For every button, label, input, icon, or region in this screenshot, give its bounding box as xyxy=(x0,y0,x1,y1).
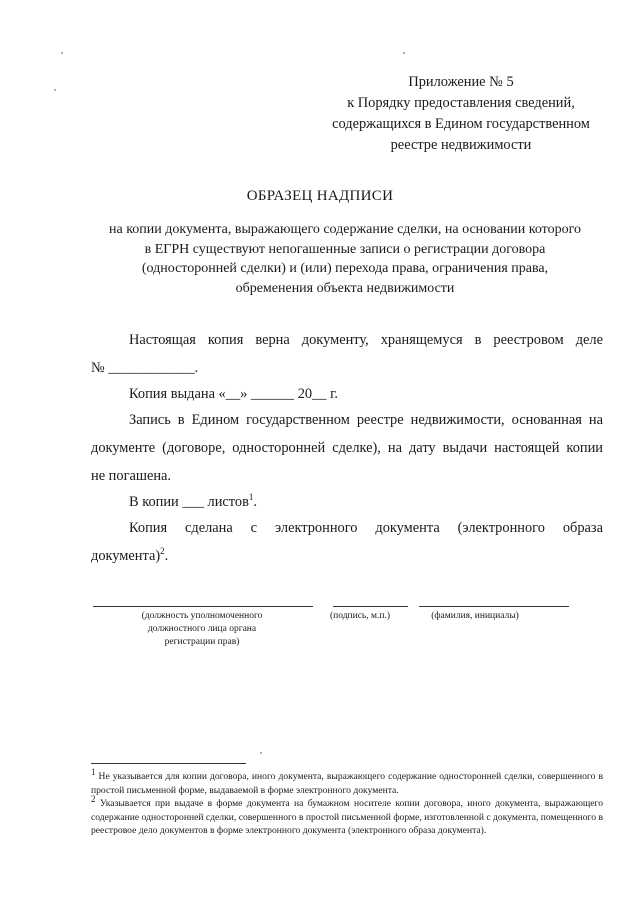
appendix-header xyxy=(330,72,592,156)
electronic-end: . xyxy=(164,548,169,564)
sheets-end: . xyxy=(253,494,258,510)
footnote-2 xyxy=(91,793,603,838)
scan-speck xyxy=(403,52,405,54)
registry-case-number: № ____________. xyxy=(91,360,199,376)
name-caption: (фамилия, инициалы) xyxy=(431,611,519,621)
sheets-text: В копии ___ листов xyxy=(129,494,249,510)
footnote-ref: 1 xyxy=(248,492,254,503)
appendix-line: реестре недвижимости xyxy=(390,137,532,153)
paragraph-record-line2: документе (договоре, односторонней сделке), на дату выдачи настоящей копии xyxy=(91,440,603,456)
subtitle-line: (односторонней сделки) и (или) перехода права, ограничения права, xyxy=(141,261,549,276)
subtitle-line: на копии документа, выражающего содержание сделки, на основании которого xyxy=(108,222,582,237)
subtitle-line: в ЕГРН существуют непогашенные записи о регистрации договора xyxy=(144,241,546,257)
footnote-1 xyxy=(91,766,603,797)
paragraph-electronic-line2 xyxy=(91,542,603,570)
paragraph-sheets xyxy=(91,488,603,516)
paragraph-record-line1: Запись в Едином государственном реестре недвижимости, основанная на xyxy=(129,412,603,428)
footnote-ref: 2 xyxy=(160,546,165,557)
paragraph-copy-issued: Копия выдана «__» ______ 20__ г. xyxy=(129,386,338,402)
signature-caption: (подпись, м.п.) xyxy=(329,611,391,621)
position-line xyxy=(93,606,313,607)
position-caption: (должность уполномоченного должностного лица органа регистрации прав) xyxy=(141,611,263,647)
signature-line xyxy=(333,606,408,607)
subtitle-line: обременения объекта недвижимости xyxy=(235,280,455,296)
footnote-text: Указывается при выдаче в форме документа на бумажном носителе копии договора, иного документа, выражающего содержание односторонней сделки, совершенного в простой письменной форме, изготовленной с документа, помещенного в реестровое дело документов в форме электронного документа (электронного образа документа). xyxy=(91,798,603,836)
document-title: ОБРАЗЕЦ НАДПИСИ xyxy=(246,188,394,204)
footnote-text: Не указывается для копии договора, иного документа, выражающего содержание односторонней сделки, совершенного в простой письменной форме, выдаваемой в форме электронного документа. xyxy=(91,771,603,796)
paragraph-electronic-line1: Копия сделана с электронного документа (электронного образа xyxy=(129,520,603,536)
document-subtitle xyxy=(84,220,606,298)
footnote-separator xyxy=(91,763,246,764)
footnote-mark: 1 xyxy=(91,766,96,777)
paragraph-copy-verified: Настоящая копия верна документу, хранящемуся в реестровом деле xyxy=(129,332,603,348)
appendix-line: к Порядку предоставления сведений, xyxy=(347,95,575,111)
appendix-line: Приложение № 5 xyxy=(408,74,514,90)
scan-speck xyxy=(61,52,63,54)
scan-speck xyxy=(260,752,262,754)
electronic-text: документа) xyxy=(91,548,161,564)
name-line xyxy=(419,606,569,607)
footnote-mark: 2 xyxy=(91,793,96,804)
scan-speck xyxy=(54,89,56,91)
paragraph-record-line3: не погашена. xyxy=(91,468,172,484)
appendix-line: содержащихся в Едином государственном xyxy=(332,116,590,132)
